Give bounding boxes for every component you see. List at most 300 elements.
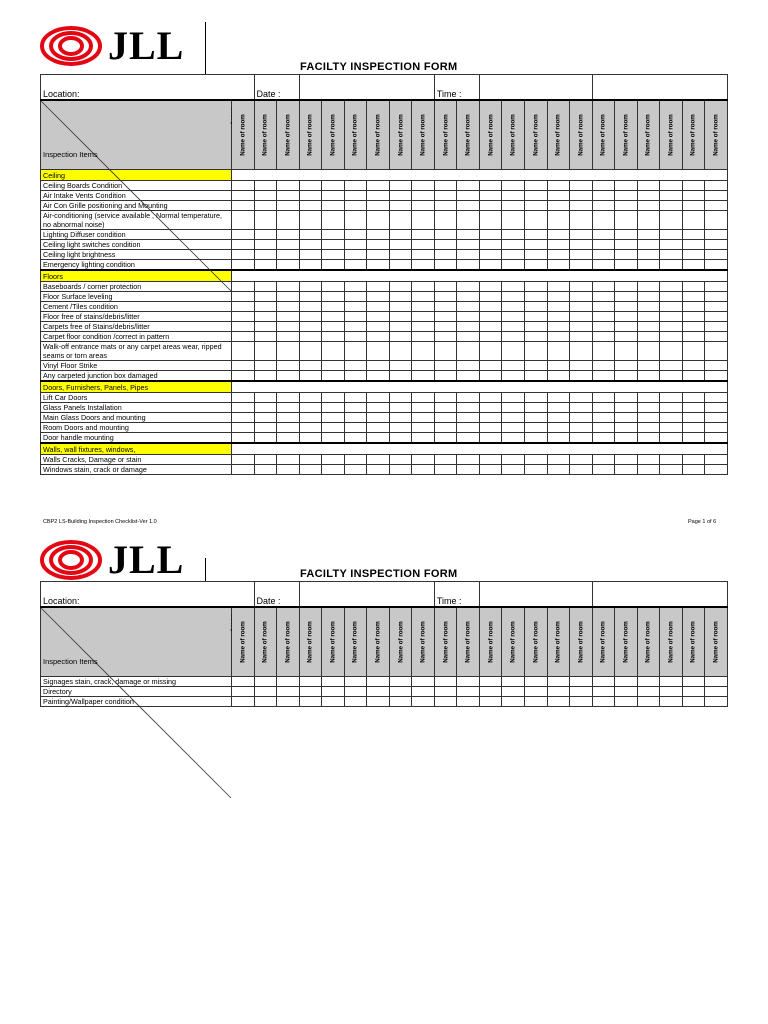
check-cell[interactable] (570, 697, 593, 707)
check-cell[interactable] (637, 322, 660, 332)
check-cell[interactable] (434, 191, 457, 201)
room-name-header[interactable] (367, 607, 390, 677)
extra-field[interactable] (592, 75, 727, 101)
check-cell[interactable] (479, 687, 502, 697)
check-cell[interactable] (434, 413, 457, 423)
check-cell[interactable] (524, 211, 547, 230)
check-cell[interactable] (479, 322, 502, 332)
check-cell[interactable] (412, 260, 435, 271)
check-cell[interactable] (322, 240, 345, 250)
check-cell[interactable] (344, 342, 367, 361)
room-name-header[interactable] (705, 100, 728, 170)
check-cell[interactable] (299, 191, 322, 201)
check-cell[interactable] (412, 433, 435, 444)
check-cell[interactable] (277, 413, 300, 423)
time-field[interactable] (434, 75, 479, 101)
check-cell[interactable] (277, 687, 300, 697)
time-value-field[interactable] (479, 75, 592, 101)
check-cell[interactable] (592, 201, 615, 211)
check-cell[interactable] (434, 465, 457, 475)
check-cell[interactable] (299, 342, 322, 361)
check-cell[interactable] (682, 230, 705, 240)
check-cell[interactable] (457, 302, 480, 312)
check-cell[interactable] (479, 260, 502, 271)
check-cell[interactable] (254, 322, 277, 332)
check-cell[interactable] (367, 342, 390, 361)
check-cell[interactable] (705, 687, 728, 697)
check-cell[interactable] (344, 240, 367, 250)
check-cell[interactable] (479, 282, 502, 292)
check-cell[interactable] (232, 230, 255, 240)
check-cell[interactable] (524, 230, 547, 240)
check-cell[interactable] (299, 230, 322, 240)
check-cell[interactable] (682, 282, 705, 292)
check-cell[interactable] (547, 312, 570, 322)
check-cell[interactable] (254, 230, 277, 240)
check-cell[interactable] (615, 433, 638, 444)
check-cell[interactable] (502, 191, 525, 201)
check-cell[interactable] (254, 250, 277, 260)
check-cell[interactable] (389, 433, 412, 444)
check-cell[interactable] (412, 455, 435, 465)
check-cell[interactable] (615, 322, 638, 332)
check-cell[interactable] (344, 371, 367, 382)
check-cell[interactable] (434, 211, 457, 230)
check-cell[interactable] (502, 393, 525, 403)
check-cell[interactable] (615, 332, 638, 342)
check-cell[interactable] (615, 342, 638, 361)
check-cell[interactable] (660, 332, 683, 342)
check-cell[interactable] (637, 465, 660, 475)
check-cell[interactable] (254, 455, 277, 465)
check-cell[interactable] (299, 181, 322, 191)
check-cell[interactable] (524, 240, 547, 250)
check-cell[interactable] (502, 455, 525, 465)
check-cell[interactable] (570, 332, 593, 342)
check-cell[interactable] (705, 181, 728, 191)
check-cell[interactable] (277, 211, 300, 230)
check-cell[interactable] (547, 260, 570, 271)
check-cell[interactable] (254, 393, 277, 403)
check-cell[interactable] (660, 230, 683, 240)
check-cell[interactable] (254, 361, 277, 371)
check-cell[interactable] (434, 371, 457, 382)
check-cell[interactable] (322, 292, 345, 302)
check-cell[interactable] (660, 423, 683, 433)
check-cell[interactable] (637, 302, 660, 312)
check-cell[interactable] (479, 240, 502, 250)
check-cell[interactable] (524, 191, 547, 201)
check-cell[interactable] (322, 393, 345, 403)
check-cell[interactable] (547, 191, 570, 201)
check-cell[interactable] (502, 465, 525, 475)
check-cell[interactable] (637, 250, 660, 260)
check-cell[interactable] (479, 230, 502, 240)
check-cell[interactable] (277, 181, 300, 191)
check-cell[interactable] (705, 455, 728, 465)
check-cell[interactable] (277, 465, 300, 475)
date-value-field[interactable] (299, 582, 434, 608)
check-cell[interactable] (524, 455, 547, 465)
check-cell[interactable] (682, 191, 705, 201)
check-cell[interactable] (615, 250, 638, 260)
check-cell[interactable] (457, 423, 480, 433)
check-cell[interactable] (232, 342, 255, 361)
check-cell[interactable] (412, 403, 435, 413)
check-cell[interactable] (457, 292, 480, 302)
check-cell[interactable] (547, 361, 570, 371)
check-cell[interactable] (457, 413, 480, 423)
check-cell[interactable] (479, 302, 502, 312)
check-cell[interactable] (705, 282, 728, 292)
check-cell[interactable] (547, 413, 570, 423)
check-cell[interactable] (660, 302, 683, 312)
check-cell[interactable] (344, 292, 367, 302)
check-cell[interactable] (457, 181, 480, 191)
check-cell[interactable] (389, 230, 412, 240)
check-cell[interactable] (412, 181, 435, 191)
check-cell[interactable] (660, 403, 683, 413)
check-cell[interactable] (637, 191, 660, 201)
check-cell[interactable] (682, 312, 705, 322)
check-cell[interactable] (254, 342, 277, 361)
check-cell[interactable] (367, 181, 390, 191)
check-cell[interactable] (232, 250, 255, 260)
room-name-header[interactable] (277, 100, 300, 170)
check-cell[interactable] (547, 677, 570, 687)
check-cell[interactable] (570, 342, 593, 361)
check-cell[interactable] (502, 260, 525, 271)
check-cell[interactable] (592, 332, 615, 342)
check-cell[interactable] (389, 240, 412, 250)
check-cell[interactable] (344, 393, 367, 403)
check-cell[interactable] (457, 282, 480, 292)
check-cell[interactable] (660, 292, 683, 302)
check-cell[interactable] (570, 413, 593, 423)
check-cell[interactable] (412, 371, 435, 382)
check-cell[interactable] (457, 201, 480, 211)
check-cell[interactable] (232, 211, 255, 230)
check-cell[interactable] (682, 677, 705, 687)
check-cell[interactable] (232, 687, 255, 697)
check-cell[interactable] (660, 361, 683, 371)
date-value-field[interactable] (299, 75, 434, 101)
check-cell[interactable] (389, 201, 412, 211)
check-cell[interactable] (592, 181, 615, 191)
check-cell[interactable] (682, 371, 705, 382)
room-name-header[interactable] (570, 607, 593, 677)
check-cell[interactable] (277, 455, 300, 465)
check-cell[interactable] (232, 332, 255, 342)
check-cell[interactable] (254, 201, 277, 211)
check-cell[interactable] (615, 371, 638, 382)
check-cell[interactable] (502, 322, 525, 332)
check-cell[interactable] (277, 322, 300, 332)
check-cell[interactable] (479, 423, 502, 433)
check-cell[interactable] (412, 322, 435, 332)
check-cell[interactable] (457, 322, 480, 332)
check-cell[interactable] (389, 342, 412, 361)
check-cell[interactable] (322, 312, 345, 322)
room-name-header[interactable] (389, 100, 412, 170)
check-cell[interactable] (502, 361, 525, 371)
check-cell[interactable] (479, 181, 502, 191)
check-cell[interactable] (367, 260, 390, 271)
check-cell[interactable] (615, 211, 638, 230)
check-cell[interactable] (344, 250, 367, 260)
check-cell[interactable] (457, 371, 480, 382)
check-cell[interactable] (457, 230, 480, 240)
check-cell[interactable] (682, 433, 705, 444)
check-cell[interactable] (277, 332, 300, 342)
check-cell[interactable] (232, 240, 255, 250)
room-name-header[interactable] (570, 100, 593, 170)
check-cell[interactable] (615, 455, 638, 465)
check-cell[interactable] (524, 465, 547, 475)
check-cell[interactable] (322, 342, 345, 361)
check-cell[interactable] (592, 250, 615, 260)
check-cell[interactable] (705, 201, 728, 211)
check-cell[interactable] (434, 240, 457, 250)
check-cell[interactable] (682, 260, 705, 271)
check-cell[interactable] (254, 433, 277, 444)
check-cell[interactable] (232, 413, 255, 423)
check-cell[interactable] (322, 260, 345, 271)
check-cell[interactable] (367, 240, 390, 250)
check-cell[interactable] (457, 465, 480, 475)
check-cell[interactable] (570, 403, 593, 413)
check-cell[interactable] (457, 433, 480, 444)
check-cell[interactable] (277, 677, 300, 687)
room-name-header[interactable] (322, 100, 345, 170)
check-cell[interactable] (479, 371, 502, 382)
check-cell[interactable] (570, 423, 593, 433)
check-cell[interactable] (344, 282, 367, 292)
check-cell[interactable] (524, 342, 547, 361)
check-cell[interactable] (254, 191, 277, 201)
check-cell[interactable] (705, 191, 728, 201)
check-cell[interactable] (322, 371, 345, 382)
check-cell[interactable] (502, 282, 525, 292)
room-name-header[interactable] (479, 607, 502, 677)
room-name-header[interactable] (524, 607, 547, 677)
room-name-header[interactable] (232, 100, 255, 170)
check-cell[interactable] (322, 322, 345, 332)
check-cell[interactable] (524, 292, 547, 302)
check-cell[interactable] (637, 201, 660, 211)
check-cell[interactable] (457, 240, 480, 250)
check-cell[interactable] (637, 423, 660, 433)
check-cell[interactable] (344, 191, 367, 201)
check-cell[interactable] (367, 191, 390, 201)
check-cell[interactable] (637, 332, 660, 342)
check-cell[interactable] (479, 191, 502, 201)
check-cell[interactable] (592, 423, 615, 433)
check-cell[interactable] (502, 332, 525, 342)
check-cell[interactable] (412, 312, 435, 322)
location-field[interactable] (41, 582, 255, 608)
room-name-header[interactable] (299, 100, 322, 170)
check-cell[interactable] (322, 677, 345, 687)
check-cell[interactable] (412, 302, 435, 312)
check-cell[interactable] (570, 687, 593, 697)
check-cell[interactable] (434, 361, 457, 371)
check-cell[interactable] (232, 455, 255, 465)
check-cell[interactable] (232, 312, 255, 322)
check-cell[interactable] (637, 371, 660, 382)
check-cell[interactable] (389, 302, 412, 312)
check-cell[interactable] (434, 181, 457, 191)
check-cell[interactable] (344, 211, 367, 230)
check-cell[interactable] (660, 465, 683, 475)
check-cell[interactable] (660, 433, 683, 444)
check-cell[interactable] (502, 687, 525, 697)
check-cell[interactable] (389, 292, 412, 302)
room-name-header[interactable] (547, 607, 570, 677)
check-cell[interactable] (322, 250, 345, 260)
check-cell[interactable] (367, 312, 390, 322)
check-cell[interactable] (502, 697, 525, 707)
check-cell[interactable] (299, 282, 322, 292)
check-cell[interactable] (570, 455, 593, 465)
check-cell[interactable] (682, 423, 705, 433)
check-cell[interactable] (592, 371, 615, 382)
check-cell[interactable] (637, 361, 660, 371)
room-name-header[interactable] (547, 100, 570, 170)
check-cell[interactable] (705, 393, 728, 403)
check-cell[interactable] (254, 371, 277, 382)
check-cell[interactable] (344, 687, 367, 697)
check-cell[interactable] (547, 250, 570, 260)
check-cell[interactable] (232, 302, 255, 312)
check-cell[interactable] (637, 211, 660, 230)
check-cell[interactable] (277, 361, 300, 371)
date-field[interactable] (254, 75, 299, 101)
check-cell[interactable] (682, 181, 705, 191)
check-cell[interactable] (570, 361, 593, 371)
check-cell[interactable] (502, 230, 525, 240)
check-cell[interactable] (637, 342, 660, 361)
check-cell[interactable] (277, 423, 300, 433)
extra-field[interactable] (592, 582, 727, 608)
check-cell[interactable] (570, 393, 593, 403)
check-cell[interactable] (570, 181, 593, 191)
check-cell[interactable] (299, 332, 322, 342)
check-cell[interactable] (322, 230, 345, 240)
check-cell[interactable] (547, 403, 570, 413)
check-cell[interactable] (547, 292, 570, 302)
check-cell[interactable] (434, 201, 457, 211)
check-cell[interactable] (570, 433, 593, 444)
check-cell[interactable] (705, 371, 728, 382)
check-cell[interactable] (705, 697, 728, 707)
check-cell[interactable] (277, 697, 300, 707)
check-cell[interactable] (367, 332, 390, 342)
check-cell[interactable] (457, 191, 480, 201)
check-cell[interactable] (479, 211, 502, 230)
check-cell[interactable] (479, 312, 502, 322)
check-cell[interactable] (299, 465, 322, 475)
check-cell[interactable] (389, 282, 412, 292)
check-cell[interactable] (502, 423, 525, 433)
check-cell[interactable] (367, 361, 390, 371)
check-cell[interactable] (547, 322, 570, 332)
check-cell[interactable] (615, 240, 638, 250)
check-cell[interactable] (547, 433, 570, 444)
check-cell[interactable] (547, 342, 570, 361)
check-cell[interactable] (457, 250, 480, 260)
check-cell[interactable] (412, 393, 435, 403)
check-cell[interactable] (457, 312, 480, 322)
check-cell[interactable] (705, 423, 728, 433)
check-cell[interactable] (615, 361, 638, 371)
check-cell[interactable] (682, 292, 705, 302)
room-name-header[interactable] (592, 100, 615, 170)
check-cell[interactable] (277, 240, 300, 250)
check-cell[interactable] (615, 230, 638, 240)
check-cell[interactable] (367, 433, 390, 444)
check-cell[interactable] (705, 332, 728, 342)
check-cell[interactable] (682, 332, 705, 342)
check-cell[interactable] (547, 181, 570, 191)
check-cell[interactable] (570, 282, 593, 292)
check-cell[interactable] (344, 302, 367, 312)
check-cell[interactable] (434, 677, 457, 687)
check-cell[interactable] (277, 282, 300, 292)
check-cell[interactable] (389, 361, 412, 371)
check-cell[interactable] (524, 201, 547, 211)
check-cell[interactable] (637, 292, 660, 302)
room-name-header[interactable] (232, 607, 255, 677)
room-name-header[interactable] (660, 607, 683, 677)
check-cell[interactable] (254, 292, 277, 302)
check-cell[interactable] (682, 342, 705, 361)
check-cell[interactable] (682, 413, 705, 423)
check-cell[interactable] (705, 292, 728, 302)
check-cell[interactable] (299, 302, 322, 312)
check-cell[interactable] (682, 302, 705, 312)
check-cell[interactable] (457, 332, 480, 342)
check-cell[interactable] (660, 342, 683, 361)
check-cell[interactable] (502, 677, 525, 687)
check-cell[interactable] (637, 687, 660, 697)
check-cell[interactable] (434, 423, 457, 433)
check-cell[interactable] (322, 433, 345, 444)
check-cell[interactable] (592, 322, 615, 332)
check-cell[interactable] (570, 312, 593, 322)
check-cell[interactable] (254, 282, 277, 292)
check-cell[interactable] (457, 697, 480, 707)
room-name-header[interactable] (479, 100, 502, 170)
check-cell[interactable] (254, 403, 277, 413)
room-name-header[interactable] (615, 100, 638, 170)
check-cell[interactable] (660, 211, 683, 230)
check-cell[interactable] (592, 433, 615, 444)
check-cell[interactable] (232, 201, 255, 211)
check-cell[interactable] (367, 211, 390, 230)
check-cell[interactable] (615, 260, 638, 271)
check-cell[interactable] (367, 687, 390, 697)
check-cell[interactable] (547, 697, 570, 707)
check-cell[interactable] (254, 697, 277, 707)
check-cell[interactable] (299, 423, 322, 433)
check-cell[interactable] (524, 697, 547, 707)
check-cell[interactable] (232, 423, 255, 433)
room-name-header[interactable] (277, 607, 300, 677)
check-cell[interactable] (615, 697, 638, 707)
check-cell[interactable] (412, 677, 435, 687)
check-cell[interactable] (660, 455, 683, 465)
